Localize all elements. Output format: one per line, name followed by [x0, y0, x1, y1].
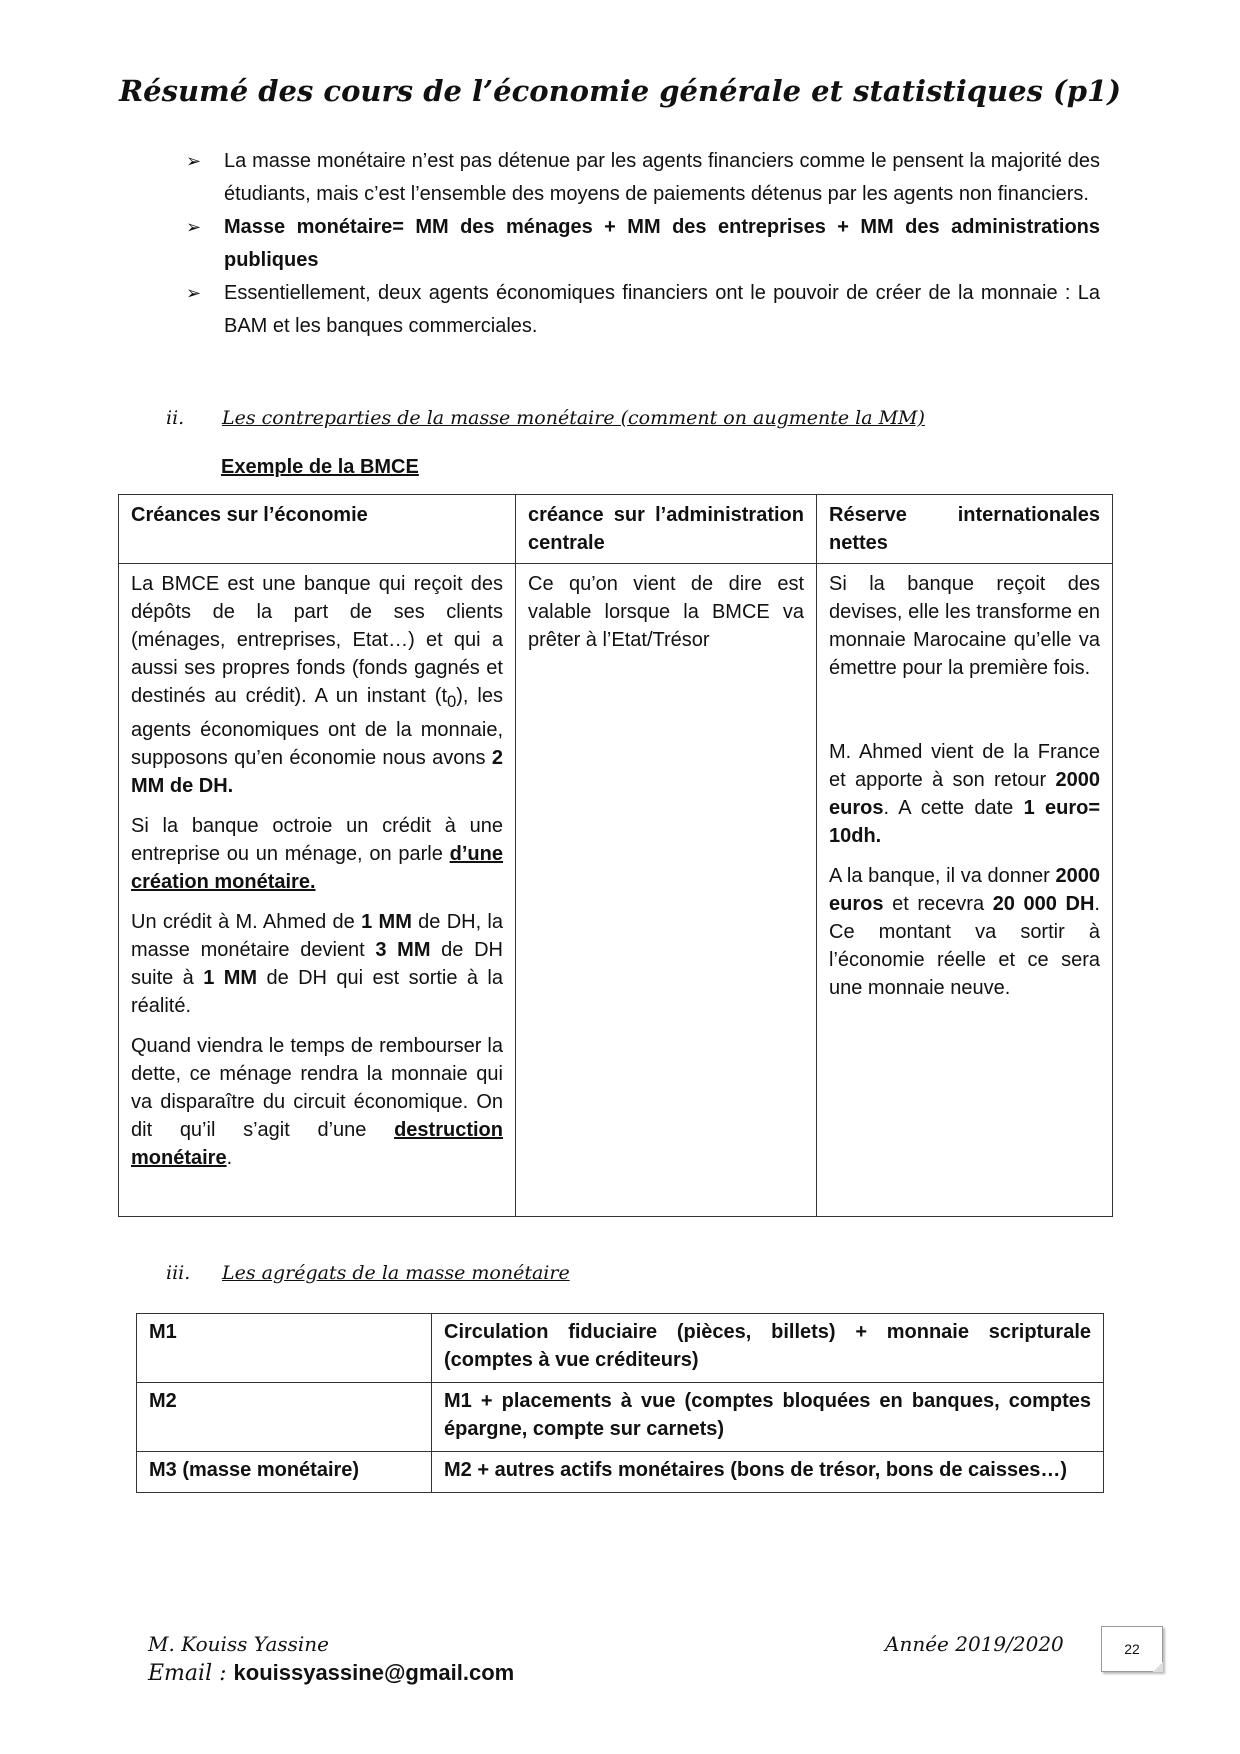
bmce-example-table: [118, 494, 1113, 1217]
aggregate-label: M3 (masse monétaire): [137, 1452, 432, 1493]
footer-author: M. Kouiss Yassine: [148, 1632, 330, 1656]
bullet-list: [186, 145, 1100, 343]
page-number: 22: [1101, 1626, 1163, 1672]
page-title: Résumé des cours de l’économie générale et statistiques (p1): [119, 74, 1121, 108]
agregats-table: [136, 1313, 1104, 1493]
footer-email: Email : kouissyassine@gmail.com: [148, 1660, 515, 1686]
paragraph: Un crédit à M. Ahmed de 1 MM de DH, la masse monétaire devient 3 MM de DH suite à 1 MM de DH qui est sortie à la réalité.: [131, 911, 504, 1017]
table-row: [137, 1383, 1104, 1452]
footer-year: Année 2019/2020: [885, 1632, 1064, 1656]
bullet-item: ➢ Masse monétaire= MM des ménages + MM des entreprises + MM des administrations publiques: [186, 211, 1100, 277]
aggregate-label: M1: [137, 1314, 432, 1383]
paragraph: A la banque, il va donner 2000 euros et recevra 20 000 DH. Ce montant va sortir à l’économie réelle et ce sera une monnaie neuve.: [829, 865, 1100, 999]
aggregate-label: M2: [137, 1383, 432, 1452]
arrow-bullet-icon: ➢: [186, 151, 202, 171]
aggregate-definition: M2 + autres actifs monétaires (bons de trésor, bons de caisses…): [432, 1452, 1104, 1493]
email-link[interactable]: kouissyassine@gmail.com: [233, 1660, 515, 1685]
table-row: [137, 1452, 1104, 1493]
bullet-item: ➢ Essentiellement, deux agents économiques financiers ont le pouvoir de créer de la monnaie : La BAM et les banques commerciales.: [186, 277, 1100, 343]
table-cell-administration: Ce qu’on vient de dire est valable lorsque la BMCE va prêter à l’Etat/Trésor: [516, 564, 817, 1217]
paragraph: La BMCE est une banque qui reçoit des dépôts de la part de ses clients (ménages, entreprises, Etat…) et qui a aussi ses propres fonds (fonds gagnés et destinés au crédit). A un instant $(t_0)$, les agents économiques ont de la monnaie, supposons qu’en économie nous avons 2 MM de DH.: [131, 573, 503, 797]
aggregate-definition: M1 + placements à vue (comptes bloquées en banques, comptes épargne, compte sur carnets): [432, 1383, 1104, 1452]
paragraph: Si la banque reçoit des devises, elle les transforme en monnaie Marocaine qu’elle va émettre pour la première fois.: [829, 573, 1100, 679]
bullet-item: ➢ La masse monétaire n’est pas détenue par les agents financiers comme le pensent la majorité des étudiants, mais c’est l’ensemble des moyens de paiements détenus par les agents non financiers.: [186, 145, 1100, 211]
table-cell-creances: [119, 564, 516, 1217]
table-header-cell: Créances sur l’économie: [119, 495, 516, 564]
table-header-cell: Réserve internationales nettes: [817, 495, 1113, 564]
paragraph: M. Ahmed vient de la France et apporte à son retour 2000 euros. A cette date 1 euro= 10dh.: [829, 741, 1101, 847]
section-heading-contreparties: ii. Les contreparties de la masse monétaire (comment on augmente la MM): [166, 407, 925, 429]
arrow-bullet-icon: ➢: [186, 217, 202, 237]
table-header-cell: créance sur l’administration centrale: [516, 495, 817, 564]
example-title: Exemple de la BMCE: [221, 456, 419, 478]
section-heading-agregats: iii. Les agrégats de la masse monétaire: [166, 1262, 570, 1284]
table-cell-reserve: [817, 564, 1113, 1217]
paragraph: Si la banque octroie un crédit à une entreprise ou un ménage, on parle d’une création monétaire.: [131, 815, 503, 893]
table-row: [137, 1314, 1104, 1383]
aggregate-definition: Circulation fiduciaire (pièces, billets) + monnaie scripturale (comptes à vue créditeurs): [432, 1314, 1104, 1383]
paragraph: Quand viendra le temps de rembourser la dette, ce ménage rendra la monnaie qui va disparaître du circuit économique. On dit qu’il s’agit d’une destruction monétaire.: [131, 1035, 503, 1169]
arrow-bullet-icon: ➢: [186, 283, 202, 303]
